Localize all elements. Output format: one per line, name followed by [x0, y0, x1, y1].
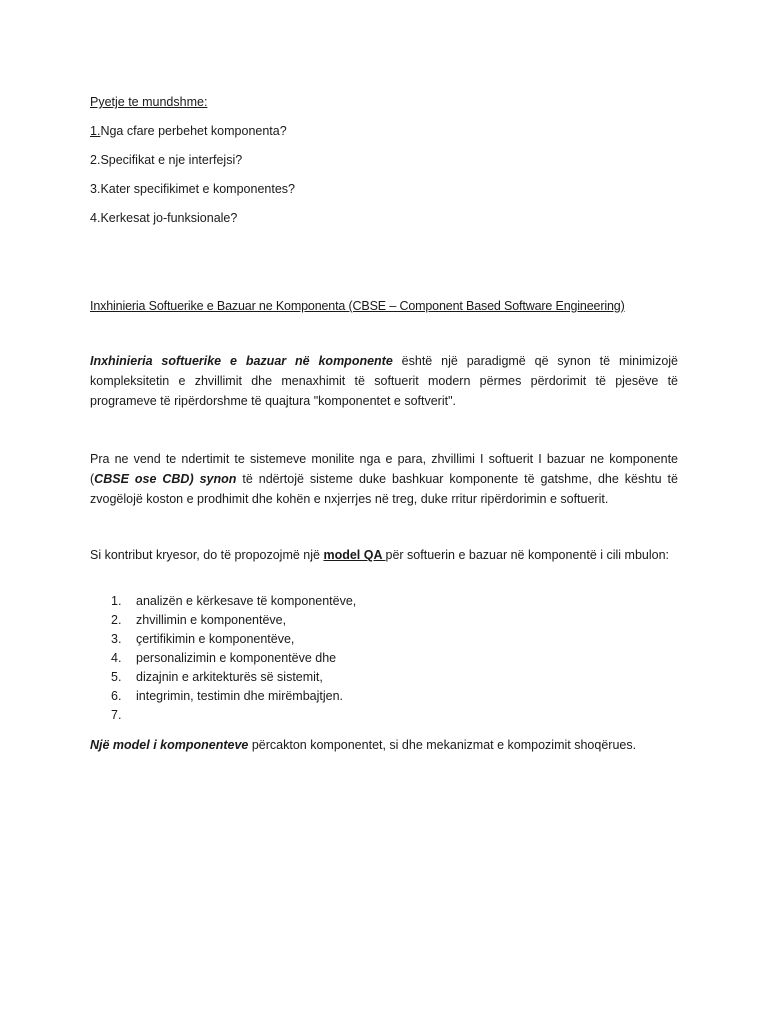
question-number: 1. [90, 124, 101, 138]
list-item-text: personalizimin e komponentëve dhe [136, 651, 337, 665]
list-item [90, 706, 590, 725]
paragraph-component-model-text: përcakton komponentet, si dhe mekanizmat e kompozimit shoqërues. [248, 738, 637, 752]
question-number: 2. [90, 153, 101, 167]
paragraph-intro-text: është një paradigmë që synon të minimizojë kompleksitetin e zhvillimit dhe menaxhimit të softuerit modern përmes përdorimit të pjesëve të programeve të ripërdorshme të quajtura "komponentet e softverit". [90, 354, 678, 408]
list-item-number: 3. [111, 632, 122, 646]
list-item-number: 2. [111, 613, 122, 627]
list-item [90, 668, 590, 687]
coverage-list [90, 592, 590, 725]
list-item [90, 630, 590, 649]
list-item-number: 4. [111, 651, 122, 665]
paragraph-component-model [90, 735, 678, 755]
list-item-number: 1. [111, 594, 122, 608]
section-title: Inxhinieria Softuerike e Bazuar ne Komponenta (CBSE – Component Based Software Engineering) [90, 299, 625, 313]
questions-heading: Pyetje te mundshme: [90, 95, 208, 109]
list-item [90, 611, 590, 630]
paragraph-cbse-emphasis: CBSE ose CBD) synon [94, 472, 237, 486]
question-text: Kerkesat jo-funksionale? [100, 211, 238, 225]
question-text: Kater specifikimet e komponentes? [100, 182, 295, 196]
question-item [90, 179, 678, 199]
list-item-text: analizën e kërkesave të komponentëve, [136, 594, 357, 608]
paragraph-intro [90, 351, 678, 411]
list-item-text: dizajnin e arkitekturës së sistemit, [136, 670, 323, 684]
list-item-number: 6. [111, 689, 122, 703]
paragraph-component-model-lead: Një model i komponenteve [90, 738, 249, 752]
paragraph-contribution-text-1: Si kontribut kryesor, do të propozojmë një [90, 548, 324, 562]
paragraph-contribution-text-2: për softuerin e bazuar në komponentë i cili mbulon: [385, 548, 670, 562]
model-qa-label: model QA [323, 548, 386, 562]
question-item [90, 208, 678, 228]
paragraph-cbse [90, 449, 678, 509]
list-item [90, 649, 590, 668]
list-item-text: çertifikimin e komponentëve, [136, 632, 295, 646]
paragraph-intro-lead: Inxhinieria softuerike e bazuar në komponente [90, 354, 393, 368]
list-item-text: zhvillimin e komponentëve, [136, 613, 287, 627]
question-item [90, 150, 678, 170]
list-item-text: integrimin, testimin dhe mirëmbajtjen. [136, 689, 344, 703]
paragraph-cbse-text-2: të ndërtojë sisteme duke bashkuar komponente të gatshme, dhe kështu të zvogëlojë koston e prodhimit dhe kohën e nxjerrjes në treg, duke rritur ripërdorimin e softuerit. [90, 472, 678, 506]
question-item [90, 121, 678, 141]
list-item-number: 7. [111, 708, 122, 722]
question-text: Specifikat e nje interfejsi? [100, 153, 243, 167]
paragraph-cbse-text-1: Pra ne vend te ndertimit te sistemeve monilite nga e para, zhvillimi I softuerit I bazuar ne komponente ( [90, 452, 678, 486]
paragraph-contribution [90, 545, 678, 565]
question-text: Nga cfare perbehet komponenta? [100, 124, 287, 138]
question-number: 4. [90, 211, 101, 225]
question-number: 3. [90, 182, 101, 196]
list-item [90, 687, 590, 706]
list-item-number: 5. [111, 670, 122, 684]
list-item [90, 592, 590, 611]
